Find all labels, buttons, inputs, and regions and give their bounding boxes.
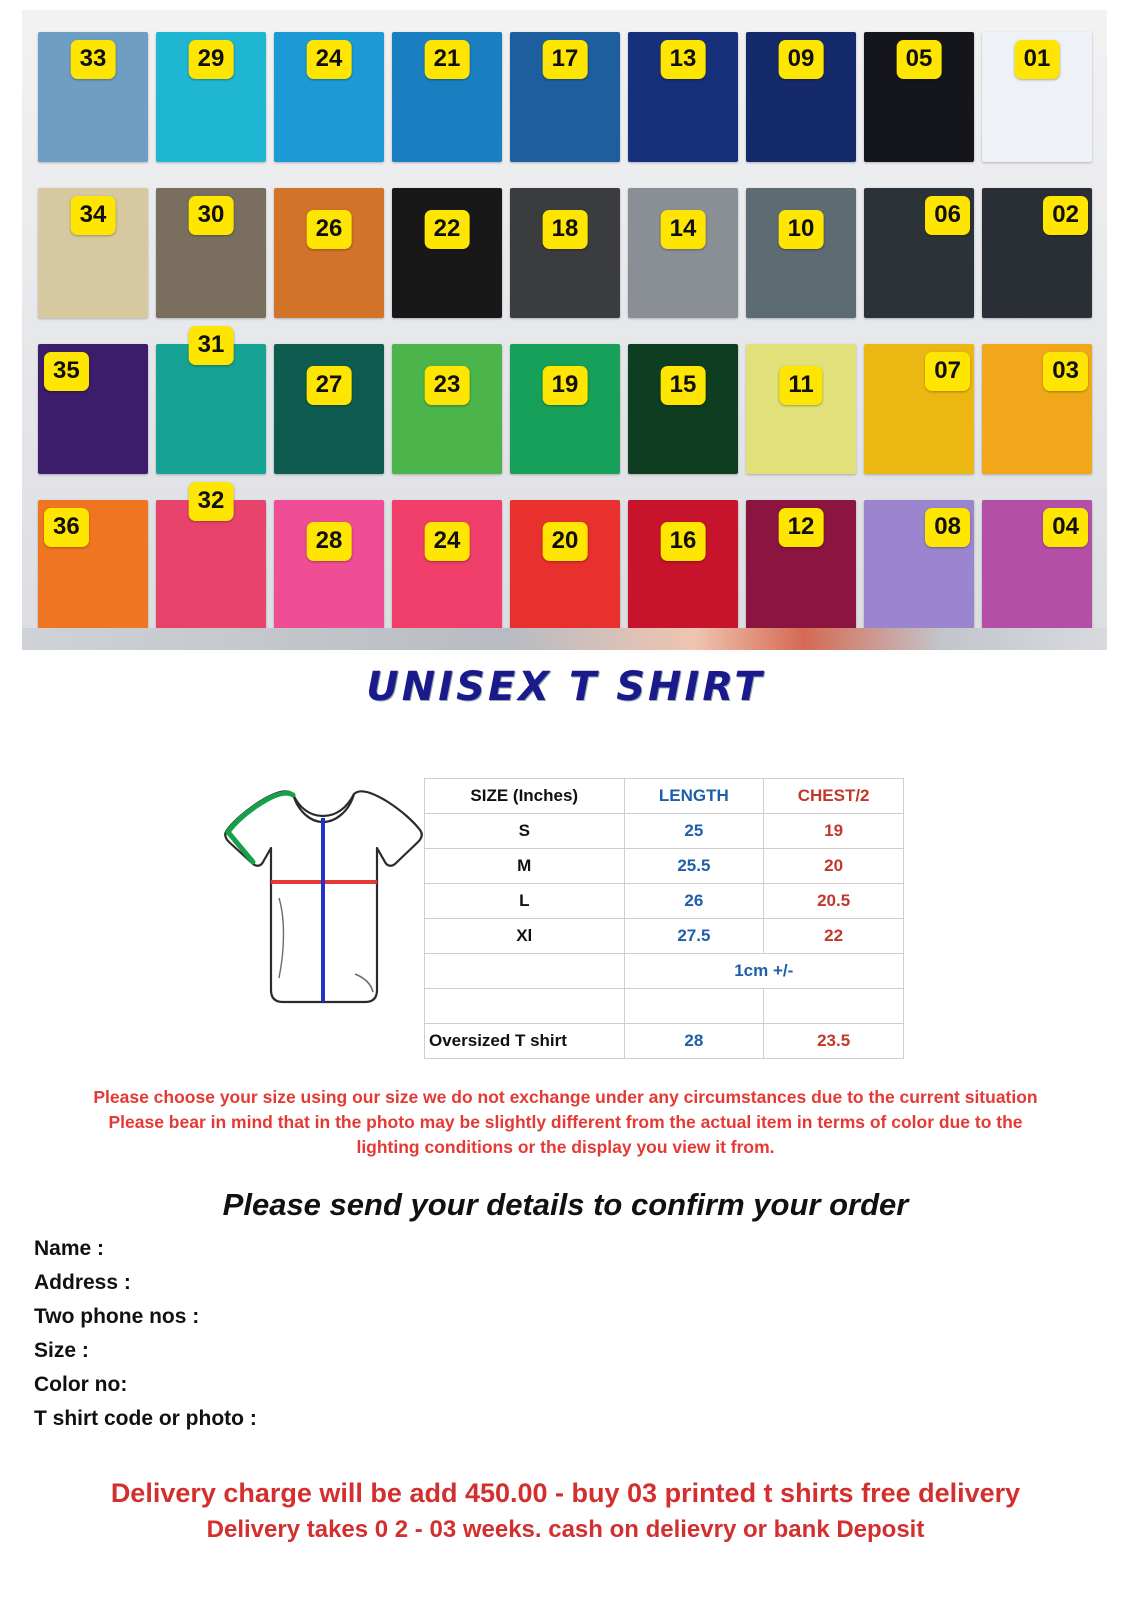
table-row [425, 919, 904, 954]
notice-line-1: Please choose your size using our size we do not exchange under any circumstances due to the current situation [93, 1087, 1038, 1107]
color-code-label: 28 [307, 522, 352, 561]
color-swatch-14[interactable] [628, 188, 738, 318]
swatch-grid [38, 32, 1092, 646]
color-swatch-20[interactable] [510, 500, 620, 630]
color-swatch-02[interactable] [982, 188, 1092, 318]
size-chart [424, 778, 904, 1059]
size-chart-table [424, 778, 904, 1059]
color-code-label: 33 [71, 40, 116, 79]
cell-size: S [425, 814, 625, 849]
cell-oversized-chest: 23.5 [764, 1024, 904, 1059]
color-code-label: 09 [779, 40, 824, 79]
delivery-info [20, 1474, 1111, 1548]
cell-size: L [425, 884, 625, 919]
order-detail-field: Two phone nos : [34, 1305, 200, 1329]
color-swatch-29[interactable] [156, 32, 266, 162]
color-code-label: 31 [189, 326, 234, 365]
color-code-label: 26 [307, 210, 352, 249]
color-swatch-12[interactable] [746, 500, 856, 630]
color-code-label: 08 [925, 508, 970, 547]
color-swatch-31[interactable] [156, 331, 266, 474]
color-code-label: 35 [44, 352, 89, 391]
cell-empty [425, 989, 625, 1024]
color-code-label: 19 [543, 366, 588, 405]
color-swatch-24[interactable] [274, 32, 384, 162]
color-code-label: 14 [661, 210, 706, 249]
color-swatch-01[interactable] [982, 32, 1092, 162]
cell-empty [764, 989, 904, 1024]
color-code-label: 16 [661, 522, 706, 561]
color-code-label: 32 [189, 482, 234, 521]
header-size: SIZE (Inches) [425, 779, 625, 814]
cell-tolerance: 1cm +/- [624, 954, 903, 989]
color-swatch-28[interactable] [274, 500, 384, 630]
blank-row [425, 989, 904, 1024]
color-swatch-11[interactable] [746, 344, 856, 474]
order-details-fields [34, 1232, 734, 1436]
color-swatch-03[interactable] [982, 344, 1092, 474]
color-code-label: 21 [425, 40, 470, 79]
order-confirm-heading: Please send your details to confirm your order [222, 1187, 909, 1222]
cell-chest: 22 [764, 919, 904, 954]
cell-empty [624, 989, 764, 1024]
color-code-label: 27 [307, 366, 352, 405]
table-row [425, 884, 904, 919]
color-code-label: 07 [925, 352, 970, 391]
table-row [425, 849, 904, 884]
color-code-label: 13 [661, 40, 706, 79]
color-swatch-15[interactable] [628, 344, 738, 474]
color-swatch-24[interactable] [392, 500, 502, 630]
notice-line-3: lighting conditions or the display you view it from. [356, 1136, 775, 1157]
delivery-line-1: Delivery charge will be add 450.00 - buy 03 printed t shirts free delivery [110, 1478, 1021, 1508]
color-swatch-30[interactable] [156, 188, 266, 318]
table-row [425, 814, 904, 849]
color-code-label: 12 [779, 508, 824, 547]
order-detail-field: Name : [34, 1237, 105, 1260]
color-swatch-27[interactable] [274, 344, 384, 474]
board-bottom-strip [22, 628, 1107, 650]
color-swatch-06[interactable] [864, 188, 974, 318]
order-detail-field: T shirt code or photo : [34, 1407, 257, 1431]
cell-size: M [425, 849, 625, 884]
header-chest: CHEST/2 [764, 779, 904, 814]
cell-chest: 20 [764, 849, 904, 884]
color-swatch-33[interactable] [38, 32, 148, 162]
color-swatch-04[interactable] [982, 500, 1092, 630]
cell-length: 25.5 [624, 849, 764, 884]
color-code-label: 05 [897, 40, 942, 79]
color-swatch-17[interactable] [510, 32, 620, 162]
color-code-label: 29 [189, 40, 234, 79]
color-swatch-13[interactable] [628, 32, 738, 162]
color-swatch-07[interactable] [864, 344, 974, 474]
color-code-label: 30 [189, 196, 234, 235]
color-code-label: 02 [1043, 196, 1088, 235]
tshirt-diagram [215, 778, 430, 1023]
color-swatch-05[interactable] [864, 32, 974, 162]
color-swatch-32[interactable] [156, 487, 266, 630]
color-code-label: 06 [925, 196, 970, 235]
color-swatch-23[interactable] [392, 344, 502, 474]
color-swatch-22[interactable] [392, 188, 502, 318]
color-code-label: 34 [71, 196, 116, 235]
color-code-label: 03 [1043, 352, 1088, 391]
oversized-row [425, 1024, 904, 1059]
color-code-label: 11 [779, 366, 822, 405]
cell-size: Xl [425, 919, 625, 954]
delivery-line-2: Delivery takes 0 2 - 03 weeks. cash on delievry or bank Deposit [206, 1516, 925, 1544]
color-code-label: 17 [543, 40, 588, 79]
tolerance-row [425, 954, 904, 989]
color-code-label: 24 [307, 40, 352, 79]
cell-oversized-label: Oversized T shirt [425, 1024, 625, 1059]
cell-length: 25 [624, 814, 764, 849]
color-swatch-19[interactable] [510, 344, 620, 474]
color-swatch-21[interactable] [392, 32, 502, 162]
cell-length: 27.5 [624, 919, 764, 954]
page-title: UNISEX T SHIRT [366, 664, 765, 710]
order-detail-field: Color no: [34, 1373, 128, 1397]
cell-chest: 20.5 [764, 884, 904, 919]
color-code-label: 36 [44, 508, 89, 547]
color-swatch-26[interactable] [274, 188, 384, 318]
order-detail-field: Size : [34, 1339, 89, 1363]
cell-chest: 19 [764, 814, 904, 849]
color-code-label: 20 [543, 522, 588, 561]
color-code-label: 18 [543, 210, 588, 249]
cell-oversized-length: 28 [624, 1024, 764, 1059]
color-code-label: 15 [661, 366, 706, 405]
color-swatch-35[interactable] [38, 344, 148, 474]
color-swatch-08[interactable] [864, 500, 974, 630]
color-code-label: 24 [425, 522, 470, 561]
color-swatch-09[interactable] [746, 32, 856, 162]
header-length: LENGTH [624, 779, 764, 814]
color-code-label: 22 [425, 210, 470, 249]
color-swatch-36[interactable] [38, 500, 148, 630]
notice-line-2: Please bear in mind that in the photo may be slightly different from the actual item in terms of color due to the [108, 1111, 1023, 1132]
cell-length: 26 [624, 884, 764, 919]
fabric-color-swatch-board [22, 10, 1107, 650]
color-swatch-10[interactable] [746, 188, 856, 318]
cell-empty [425, 954, 625, 989]
exchange-notice [30, 1085, 1101, 1160]
color-swatch-34[interactable] [38, 188, 148, 318]
color-code-label: 04 [1043, 508, 1088, 547]
color-code-label: 10 [779, 210, 824, 249]
color-swatch-18[interactable] [510, 188, 620, 318]
color-code-label: 23 [425, 366, 470, 405]
color-swatch-16[interactable] [628, 500, 738, 630]
color-code-label: 01 [1015, 40, 1060, 79]
table-header-row [425, 779, 904, 814]
order-detail-field: Address : [34, 1271, 131, 1295]
